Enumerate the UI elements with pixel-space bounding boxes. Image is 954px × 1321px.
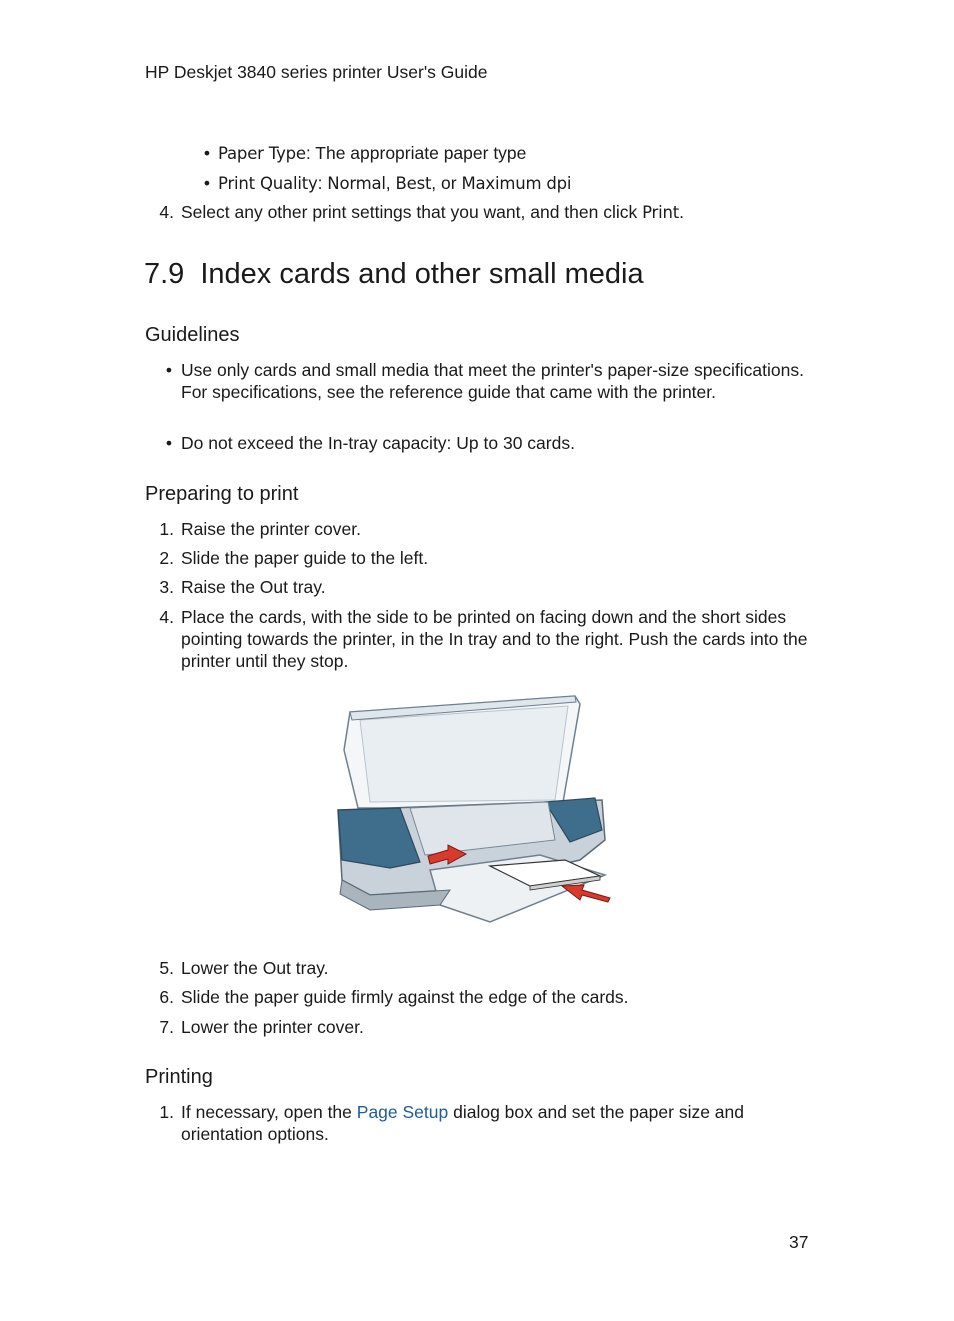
separator: , — [385, 173, 396, 193]
ui-term: Normal — [327, 174, 386, 193]
item-text: Raise the printer cover. — [181, 519, 361, 539]
step-number: 2. — [159, 548, 174, 568]
step-number: 4. — [159, 607, 174, 627]
item-text: Do not exceed the In-tray capacity: Up to 30 cards. — [181, 433, 575, 453]
preparing-heading: Preparing to print — [145, 483, 299, 505]
page-setup-link[interactable]: Page Setup — [356, 1102, 449, 1122]
ui-term: Paper Type — [218, 144, 306, 163]
item-text: Lower the printer cover. — [181, 1017, 364, 1037]
item-text: dialog box and set the paper size and orientation options. — [181, 1102, 744, 1144]
item-text: : The appropriate paper type — [305, 143, 527, 163]
step-number: 5. — [159, 958, 174, 978]
printing-heading: Printing — [145, 1066, 213, 1088]
bullet-marker: • — [203, 143, 210, 163]
step-number: 1. — [159, 1102, 174, 1122]
bullet-marker: • — [203, 173, 210, 193]
section-title: Index cards and other small media — [200, 258, 644, 290]
ui-term: Best — [395, 174, 432, 193]
running-header: HP Deskjet 3840 series printer User's Guide — [145, 62, 488, 82]
item-text: Select any other print settings that you want, and then click — [181, 202, 643, 222]
item-text: Lower the Out tray. — [181, 958, 329, 978]
ui-term: Maximum dpi — [461, 174, 572, 193]
item-text: Use only cards and small media that meet the printer's paper-size specifications. For specifications, see the reference guide that came with the printer. — [181, 360, 804, 402]
separator: : — [317, 173, 328, 193]
guidelines-heading: Guidelines — [145, 324, 240, 346]
step-number: 6. — [159, 987, 174, 1007]
ui-term: Print Quality — [218, 174, 318, 193]
bullet-marker: • — [165, 360, 172, 380]
step-number: 3. — [159, 577, 174, 597]
item-text: Place the cards, with the side to be printed on facing down and the short sides pointing towards the printer, in the In tray and to the right. Push the cards into the printer until they stop. — [181, 607, 808, 671]
page-number: 37 — [789, 1232, 809, 1252]
bullet-marker: • — [165, 433, 172, 453]
step-number: 7. — [159, 1017, 174, 1037]
step-number: 4. — [159, 202, 174, 222]
step-number: 1. — [159, 519, 174, 539]
printer-illustration — [330, 690, 620, 930]
item-text: Raise the Out tray. — [181, 577, 326, 597]
punctuation: . — [679, 202, 684, 222]
guide-arrow — [562, 885, 610, 902]
section-heading — [144, 258, 644, 291]
section-number: 7.9 — [144, 258, 185, 290]
item-text: If necessary, open the — [181, 1102, 357, 1122]
ui-term: Print — [642, 203, 680, 222]
item-text: Slide the paper guide to the left. — [181, 548, 429, 568]
item-text: Slide the paper guide firmly against the edge of the cards. — [181, 987, 629, 1007]
separator: , or — [431, 173, 462, 193]
cover-inner-panel — [360, 706, 568, 802]
